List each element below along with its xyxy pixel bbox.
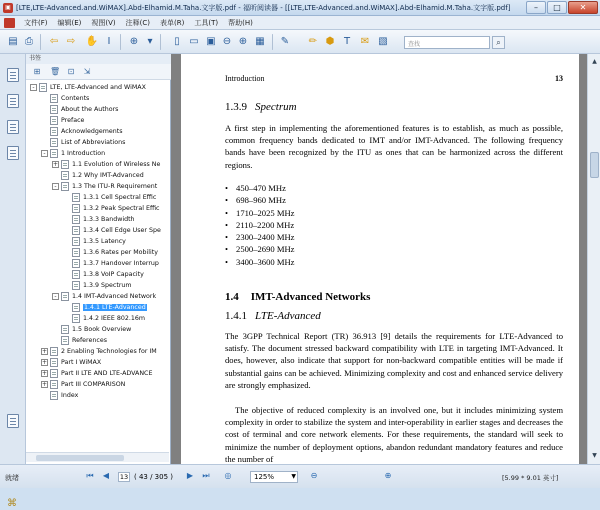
scroll-down-icon[interactable]: ▼ [592,452,597,459]
scroll-thumb[interactable] [590,152,599,178]
bookmarks-header: 书签 [26,54,171,64]
section-title: LTE-Advanced [255,310,321,322]
typewriter-icon[interactable]: ✎ [280,36,290,47]
bookmark-page-icon [50,94,58,103]
list-item: • 3400–3600 MHz [225,256,295,268]
bookmark-label: 1.4.2 IEEE 802.16m [83,315,145,322]
bookmark-page-icon [50,105,58,114]
bookmark-page-icon [72,314,80,323]
scroll-thumb[interactable] [36,455,124,461]
bookmark-label: Acknowledgements [61,128,123,135]
bookmark-item[interactable] [63,192,156,203]
bookmark-label: 1.3.2 Peak Spectral Effic [83,205,160,212]
toolbar-divider [40,34,41,50]
attachment-clip-icon[interactable]: ⌘ [7,498,17,509]
menu-tools[interactable]: 工具(T) [194,18,219,27]
open-icon[interactable]: ▤ [8,36,18,47]
search-icon[interactable]: ⌕ [492,36,505,49]
tree-spacer [41,95,48,102]
bookmark-page-icon [50,369,58,378]
bookmark-item[interactable] [52,291,156,302]
pdf-page [181,54,579,464]
menu-comment[interactable]: 注释(C) [125,18,151,27]
menu-form[interactable]: 表单(R) [160,18,185,27]
collapse-toggle-icon[interactable]: - [52,293,59,300]
list-item: • 1710–2025 MHz [225,207,295,219]
close-button[interactable]: ✕ [568,1,598,14]
zoom-value: 125% [254,473,275,481]
page-number-input[interactable]: 13 [119,473,129,481]
expand-toggle-icon[interactable]: + [42,381,48,388]
collapse-toggle-icon[interactable]: - [30,84,37,91]
running-head-title: Introduction [225,74,265,83]
bookmark-page-icon [50,138,58,147]
bookmark-page-icon [72,248,80,257]
bookmark-item[interactable] [63,225,161,236]
bookmark-item[interactable] [63,247,158,258]
app-icon: ▣ [3,3,13,13]
toolbar [0,30,600,54]
tree-spacer [63,194,70,201]
bookmark-label: Part I WiMAX [61,359,102,366]
bookmark-page-icon [72,193,80,202]
chevron-down-icon: ▼ [291,473,296,480]
bookmarks-panel [26,54,171,464]
fit-page-icon[interactable]: ▣ [206,36,216,47]
forward-arrow-icon[interactable]: ⇨ [66,36,76,47]
window-title: [LTE,LTE-Advanced.and.WiMAX].Abd-Elhamid.M.Taha.文字版.pdf - 福昕阅读器 - [[LTE,LTE-Advanced.and.WiMAX].Abd-Elhamid.M.Taha.文字版.pdf] [16,4,511,12]
section-number: 1.4 [225,291,239,303]
expand-bookmark-icon[interactable]: ⇲ [83,67,91,76]
tree-spacer [41,128,48,135]
minimize-button[interactable]: – [526,1,546,14]
bookmark-label: Index [61,392,79,399]
tree-spacer [52,337,59,344]
document-menu-icon[interactable] [4,18,15,28]
first-page-icon[interactable]: ⏮ [86,471,94,480]
paragraph: A first step in implementing the aforementioned features is to establish, as much as possible, common frequency bands dedicated to IMT and/or IMT-Advanced. The following frequency bands have been recognized by the ITU as ones that can be harmonized across the different regions. [225,123,563,170]
bookmark-item[interactable] [63,258,159,269]
highlight-icon[interactable]: ✏ [308,36,318,47]
list-item: • 2110–2200 MHz [225,219,295,231]
zoom-select[interactable] [250,471,298,483]
tree-spacer [63,315,70,322]
list-item: • 2300–2400 MHz [225,231,295,243]
bookmark-page-icon [39,83,47,92]
status-text: 就绪 [5,474,19,482]
bookmark-item[interactable] [41,346,157,357]
zoom-in-circle-icon[interactable]: ⊕ [238,36,248,47]
tree-spacer [63,227,70,234]
status-bar [0,464,600,488]
tree-spacer [63,205,70,212]
image-icon[interactable]: ▧ [378,36,388,47]
bookmark-page-icon [50,116,58,125]
bookmark-item[interactable] [63,280,132,291]
bookmark-item[interactable] [63,269,144,280]
bookmark-label: Contents [61,95,90,102]
toolbar-divider [160,34,161,50]
zoom-in-icon[interactable]: ⊕ [129,36,139,47]
bookmark-item[interactable] [41,390,78,401]
bookmark-label: 1.3.4 Cell Edge User Spe [83,227,161,234]
bookmark-page-icon [72,237,80,246]
bookmark-page-icon [50,391,58,400]
bookmark-tree [26,82,169,422]
bookmark-page-icon [72,215,80,224]
bookmark-page-icon [72,281,80,290]
document-view [171,54,587,464]
bookmark-item[interactable] [41,93,89,104]
tree-spacer [63,260,70,267]
bookmark-label: Preface [61,117,85,124]
pages-panel-icon[interactable] [7,68,19,82]
bookmark-label: 1 Introduction [61,150,106,157]
bookmark-tools [26,64,171,80]
hand-tool-icon[interactable]: ✋ [85,36,99,47]
bookmark-item[interactable] [41,368,152,379]
bookmark-label: 1.2 Why IMT-Advanced [72,172,144,179]
bookmark-page-icon [50,127,58,136]
previous-page-icon[interactable]: ◀ [102,471,110,480]
bookmark-page-icon [61,292,69,301]
zoom-in-icon[interactable]: ⊕ [384,471,392,480]
bookmark-label: 1.3.3 Bandwidth [83,216,135,223]
subsection-heading [225,310,321,322]
list-item: • 2500–2690 MHz [225,243,295,255]
page-number: 13 [555,74,563,83]
bookmark-page-icon [50,149,58,158]
section-number: 1.4.1 [225,310,247,322]
tree-spacer [41,392,48,399]
bookmark-page-icon [50,347,58,356]
bookmark-item[interactable] [52,170,144,181]
zoom-out-circle-icon[interactable]: ⊖ [222,36,232,47]
tree-spacer [52,172,59,179]
bookmark-item[interactable] [63,214,135,225]
expand-toggle-icon[interactable]: + [42,348,48,355]
bookmark-page-icon [61,325,69,334]
tree-spacer [41,117,48,124]
bookmark-item[interactable] [41,115,84,126]
bookmark-item[interactable] [41,148,105,159]
bookmark-item[interactable] [30,82,146,93]
bookmark-item[interactable] [63,203,160,214]
bookmark-label: 1.3.1 Cell Spectral Effic [83,194,157,201]
select-text-icon[interactable]: I [107,36,111,47]
menu-file[interactable]: 文件(F) [24,18,48,27]
back-arrow-icon[interactable]: ⇦ [49,36,59,47]
menu-edit[interactable]: 编辑(E) [57,18,82,27]
tree-spacer [41,106,48,113]
bookmark-page-icon [61,171,69,180]
running-head [225,74,563,83]
bookmark-page-icon [72,303,80,312]
note-icon[interactable]: ✉ [360,36,370,47]
page-view-icon[interactable]: ▦ [255,36,265,47]
stamp-icon[interactable]: ⬢ [325,36,335,47]
tree-spacer [52,326,59,333]
maximize-button[interactable]: □ [547,1,567,14]
zoom-out-icon[interactable]: ⊖ [310,471,318,480]
bookmark-label: 1.3.8 VoIP Capacity [83,271,144,278]
bookmark-item[interactable] [41,379,125,390]
new-bookmark-icon[interactable]: ⊡ [67,67,75,76]
collapse-toggle-icon[interactable]: - [41,150,48,157]
section-title: Spectrum [255,101,297,113]
bookmark-label: 1.5 Book Overview [72,326,132,333]
bookmark-label: About the Authors [61,106,119,113]
bookmark-page-icon [50,358,58,367]
title-bar [0,0,600,16]
bookmark-page-icon [61,160,69,169]
trash-icon[interactable]: 🗑 [50,67,61,76]
bookmark-label: List of Abbreviations [61,139,126,146]
bookmark-item[interactable] [41,357,101,368]
expand-toggle-icon[interactable]: + [53,161,59,168]
horizontal-scrollbar[interactable] [26,452,169,462]
single-page-icon[interactable]: ▯ [174,36,180,47]
bookmark-label: 1.4.1 LTE-Advanced [84,304,146,311]
bookmark-page-icon [72,226,80,235]
page-dimensions: [5.99 * 9.01 英寸] [502,474,559,482]
section-heading [225,291,370,303]
bookmarks-panel-icon[interactable] [7,94,19,108]
bookmark-item[interactable] [52,324,131,335]
scroll-up-icon[interactable]: ▲ [592,58,597,65]
bookmark-item[interactable] [52,335,107,346]
list-item: • 698–960 MHz [225,194,295,206]
toolbar-divider [272,34,273,50]
bookmark-label: 2 Enabling Technologies for IM [61,348,157,355]
bookmark-label: 1.3.6 Rates per Mobility [83,249,158,256]
tree-spacer [41,139,48,146]
menu-view[interactable]: 视图(V) [91,18,116,27]
paragraph: The 3GPP Technical Report (TR) 36.913 [9] details the requirements for LTE-Advanced to satisfy. The document stressed backward compatibility with LTE in targeting IMT-Advanced. It does, however, also indicate that support for non-backward compatible entities will be made if substantial gains can be achieved. Minimizing complexity and cost and enhanced service delivery are strongly emphasized. [225,331,563,390]
section-title: IMT-Advanced Networks [250,291,371,303]
tree-spacer [63,249,70,256]
bookmark-item[interactable] [63,236,126,247]
expand-toggle-icon[interactable]: + [42,359,48,366]
tree-spacer [63,304,70,311]
attachments-panel-icon[interactable] [7,146,19,160]
bookmark-label: 1.3 The ITU-R Requirement [72,183,158,190]
bookmark-item[interactable] [41,137,125,148]
bookmark-item[interactable] [63,313,145,324]
expand-toggle-icon[interactable]: + [42,370,48,377]
bookmark-item[interactable] [52,159,160,170]
bookmark-item[interactable] [41,104,118,115]
bookmark-page-icon [72,204,80,213]
bookmark-item[interactable] [63,302,147,313]
paragraph: The objective of reduced complexity is an involved one, but it includes minimizing system complexity in order to stabilize the system and inter-operability in earlier stages and decreases the cost of terminal and core network elements. For these requirements, the standard will seek to minimize the number of deployment options, abandon redundant mandatory features and reduce the number of [225,405,563,464]
bookmark-page-icon [72,270,80,279]
toolbar-divider [120,34,121,50]
bookmark-label: 1.3.7 Handover Interrup [83,260,159,267]
fit-width-icon[interactable]: ▭ [189,36,199,47]
page-count: ( 43 / 305 ) [134,473,173,481]
menu-bar [0,16,600,30]
section-number: 1.3.9 [225,101,247,113]
bookmark-page-icon [72,259,80,268]
bookmark-label: 1.1 Evolution of Wireless Ne [72,161,161,168]
bookmark-page-icon [61,182,69,191]
bookmark-page-icon [50,380,58,389]
previous-view-icon[interactable]: ◎ [224,471,232,480]
delete-bookmark-icon[interactable]: ⊞ [33,67,41,76]
bookmark-label: 1.3.5 Latency [83,238,126,245]
frequency-list [225,182,295,268]
bookmark-label: Part III COMPARISON [61,381,126,388]
bookmark-label: Part II LTE AND LTE-ADVANCE [61,370,153,377]
collapse-toggle-icon[interactable]: - [52,183,59,190]
tree-spacer [63,271,70,278]
last-page-icon[interactable]: ⏭ [202,471,210,480]
bookmark-label: 1.3.9 Spectrum [83,282,132,289]
bookmark-label: 1.4 IMT-Advanced Network [72,293,157,300]
print-icon[interactable]: ⎙ [25,36,33,47]
bookmark-label: LTE, LTE-Advanced and WiMAX [50,84,146,91]
list-item: • 450–470 MHz [225,182,295,194]
bookmark-label: References [72,337,107,344]
text-box-icon[interactable]: T [343,36,351,47]
section-heading [225,101,297,113]
tree-spacer [63,238,70,245]
tree-spacer [63,282,70,289]
dropdown-icon[interactable]: ▾ [147,36,153,47]
next-page-icon[interactable]: ▶ [186,471,194,480]
annotations-panel-icon[interactable] [7,120,19,134]
vertical-scrollbar[interactable] [587,54,600,464]
layers-panel-icon[interactable] [7,414,19,428]
menu-help[interactable]: 帮助(H) [228,18,253,27]
tree-spacer [63,216,70,223]
search-input[interactable]: 查找 [404,36,490,49]
bookmark-item[interactable] [41,126,123,137]
bookmark-page-icon [61,336,69,345]
bookmark-item[interactable] [52,181,157,192]
